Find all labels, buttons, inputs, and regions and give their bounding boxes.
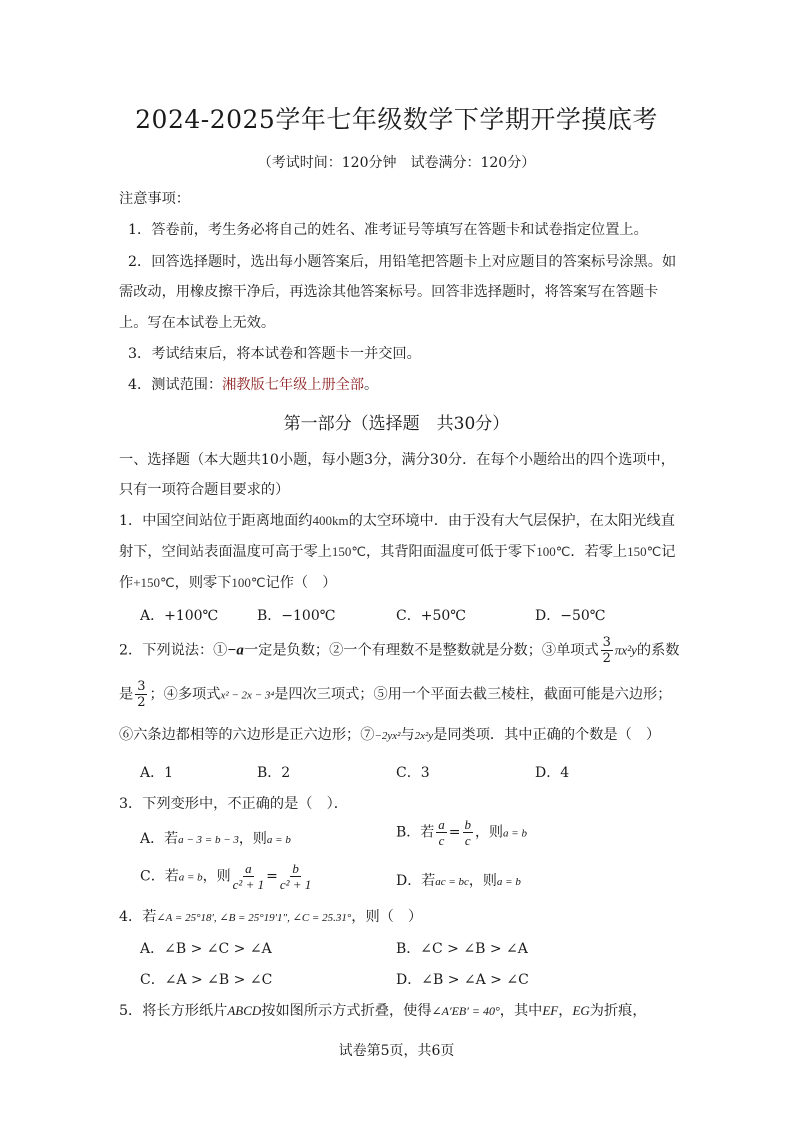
q3-stem: 3．下列变形中，不正确的是（ ）． — [119, 796, 348, 812]
denominator: 2 — [137, 695, 146, 710]
q2-text: 是四次三项式；⑤用一个平面去截三棱柱，截面可能是六边形； — [274, 686, 672, 703]
q3-fraction — [463, 818, 474, 847]
q5-text: 为折痕， — [589, 1003, 647, 1019]
numerator: a — [245, 861, 252, 876]
q1-option-a: A．+100℃ — [140, 608, 219, 624]
q1-temp: 150℃ — [331, 544, 366, 559]
q2-text: 是同类项．其中正确的个数是（ ） — [433, 727, 661, 743]
q3-fraction — [436, 818, 447, 847]
q3-text: ，则 — [468, 873, 497, 889]
q1-temp: +150℃ — [133, 575, 175, 590]
q1-text: ，其背阳面温度可低于零下 — [365, 544, 537, 560]
q1-distance: 400km — [312, 513, 349, 528]
q2-term: −2yx² — [374, 730, 401, 742]
q2-text: 与 — [400, 727, 415, 743]
q1-text: ，则零下 — [174, 575, 232, 591]
q2-text: 是 — [119, 686, 134, 703]
notes-heading: 注意事项： — [119, 191, 190, 207]
q4-angles: ∠A = 25°18′, ∠B = 25°19′1″, ∠C = 25.31° — [156, 912, 352, 924]
q1-text: 1．中国空间站位于距离地面约 — [119, 513, 313, 529]
q2-line-2 — [119, 680, 671, 709]
q2-text: 一定是负数；②一个有理数不是整数就是分数；③单项式 — [243, 642, 599, 659]
page-footer: 试卷第5页，共6页 — [338, 1043, 455, 1059]
numerator: b — [292, 861, 299, 876]
denominator: c² + 1 — [232, 877, 265, 892]
q3-expr: a = b — [266, 834, 291, 846]
note-item-2-line-3: 上。写在本试卷上无效。 — [119, 315, 276, 331]
q1-text: ．若零上 — [570, 544, 628, 560]
note-item-2-line-2: 需改动，用橡皮擦干净后，再选涂其他答案标号。回答非选择题时，将答案写在答题卡 — [119, 284, 659, 300]
denominator: 2 — [602, 651, 611, 666]
numerator: 3 — [602, 635, 611, 650]
q2-option-a: A．1 — [140, 765, 174, 781]
q2-line-3 — [119, 724, 660, 744]
equals-sign: = — [448, 824, 461, 841]
section-intro-line-2: 只有一项符合题目要求的） — [119, 482, 290, 498]
q5-text: ， — [558, 1003, 573, 1019]
q2-term: 2x²y — [414, 730, 434, 742]
q4-text: ，则（ ） — [351, 909, 423, 925]
page-title: 2024-2025学年七年级数学下学期开学摸底考 — [135, 105, 658, 134]
q5-stem — [119, 1000, 647, 1020]
q1-text: 的太空环境中．由于没有大气层保护，在太阳光线直 — [348, 513, 675, 529]
q2-text: 2．下列说法：① — [119, 642, 228, 659]
q1-temp: 150℃ — [627, 544, 662, 559]
q2-fraction — [135, 680, 147, 709]
test-range: 湘教版七年级上册全部 — [222, 377, 365, 393]
note-item-4-suffix: 。 — [364, 377, 379, 393]
q1-text: 作 — [119, 575, 134, 591]
q1-option-c: C．+50℃ — [396, 608, 466, 624]
q3-text: ，则 — [202, 868, 231, 885]
q1-line-1 — [119, 510, 675, 530]
q4-option-d: D．∠B > ∠A > ∠C — [396, 972, 529, 988]
q1-line-3 — [119, 572, 336, 592]
q1-temp: 100℃ — [231, 575, 266, 590]
q3-text: C．若 — [140, 868, 179, 885]
q2-text: ；④多项式 — [149, 686, 221, 703]
q3-option-d — [396, 870, 521, 890]
q1-text: 射下，空间站表面温度可高于零上 — [119, 544, 332, 560]
note-item-4-prefix: 4．测试范围： — [128, 377, 223, 393]
q3-expr: a − 3 = b − 3 — [178, 834, 239, 846]
q1-option-d: D．−50℃ — [535, 608, 606, 624]
q1-text: 记 — [661, 544, 676, 560]
q4-option-c: C．∠A > ∠B > ∠C — [140, 972, 273, 988]
q3-text: ，则 — [475, 824, 504, 841]
q2-text: 的系数 — [636, 642, 680, 659]
q2-fraction — [601, 636, 613, 665]
q3-expr: a = b — [503, 827, 527, 840]
q4-text: 4．若 — [119, 909, 157, 925]
q3-text: ，则 — [238, 831, 267, 847]
q4-stem — [119, 906, 422, 926]
q3-expr: a = b — [178, 871, 203, 884]
part-heading: 第一部分（选择题 共30分） — [283, 414, 510, 434]
q3-text: A．若 — [140, 831, 179, 847]
numerator: 3 — [137, 679, 146, 694]
q2-polynomial: x² − 2x − 3⁴ — [220, 689, 275, 702]
denominator: c² + 1 — [279, 877, 312, 892]
q3-option-b — [396, 818, 527, 847]
q2-option-c: C．3 — [396, 765, 430, 781]
q2-option-d: D．4 — [535, 765, 570, 781]
numerator: b — [464, 817, 472, 832]
note-item-4 — [128, 374, 378, 394]
q2-expr: −a — [227, 642, 244, 659]
q2-monomial: πx²y — [614, 642, 637, 658]
exam-info: （考试时间：120分钟 试卷满分：120分） — [257, 155, 536, 171]
q5-text: 5．将长方形纸片 — [119, 1003, 228, 1019]
q1-line-2 — [119, 541, 675, 561]
q3-option-c — [140, 862, 313, 891]
q5-crease: EF — [542, 1003, 559, 1018]
q1-text: 记作（ ） — [265, 575, 337, 591]
q2-option-b: B．2 — [257, 765, 291, 781]
q3-text: D．若 — [396, 873, 436, 889]
note-item-1: 1．答卷前，考生务必将自己的姓名、准考证号等填写在答题卡和试卷指定位置上。 — [128, 222, 648, 238]
q5-text: 按如图所示方式折叠，使得 — [261, 1003, 432, 1019]
section-intro-line-1: 一、选择题（本大题共10小题，每小题3分，满分30分．在每个小题给出的四个选项中， — [119, 452, 675, 468]
q5-angle: ∠A′EB′ = 40° — [431, 1004, 500, 1018]
q5-rect: ABCD — [227, 1003, 262, 1018]
denominator: c — [464, 833, 471, 848]
q3-expr: a = b — [496, 876, 521, 888]
denominator: c — [438, 833, 445, 848]
q3-fraction — [280, 862, 311, 891]
q3-expr: ac = bc — [435, 876, 469, 888]
q3-option-a — [140, 828, 291, 848]
q5-text: ，其中 — [499, 1003, 543, 1019]
q2-line-1 — [119, 636, 679, 665]
q3-fraction — [233, 862, 264, 891]
note-item-2-line-1: 2．回答选择题时，选出每小题答案后，用铅笔把答题卡上对应题目的答案标号涂黑。如 — [128, 254, 677, 270]
q1-option-b: B．−100℃ — [257, 608, 336, 624]
q2-text: ⑥六条边都相等的六边形是正六边形；⑦ — [119, 727, 375, 743]
q4-option-a: A．∠B > ∠C > ∠A — [140, 941, 272, 957]
numerator: a — [438, 817, 445, 832]
q4-option-b: B．∠C > ∠B > ∠A — [396, 941, 528, 957]
q5-crease: EG — [572, 1003, 590, 1018]
note-item-3: 3．考试结束后，将本试卷和答题卡一并交回。 — [128, 346, 421, 362]
q1-temp: 100℃ — [536, 544, 571, 559]
equals-sign: = — [266, 868, 278, 885]
q3-text: B．若 — [396, 824, 435, 841]
